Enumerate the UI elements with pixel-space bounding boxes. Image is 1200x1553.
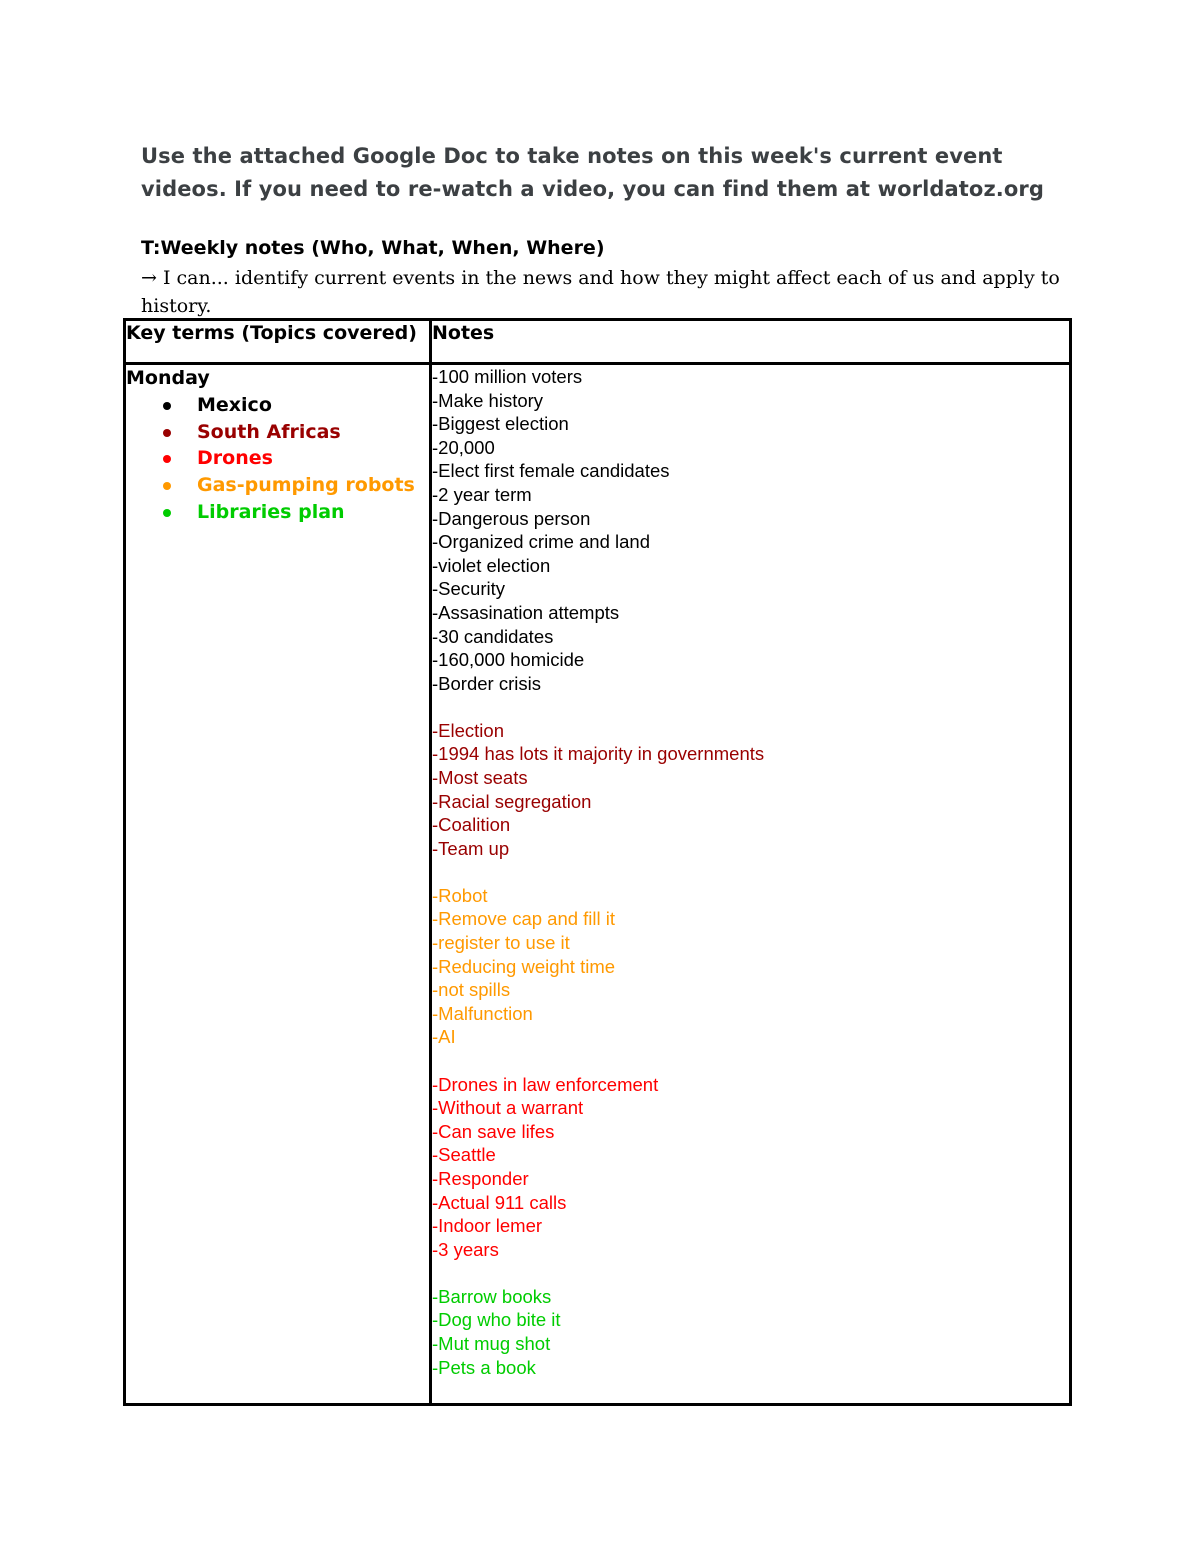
note-line: -Reducing weight time — [432, 955, 616, 977]
note-line: -Pets a book — [432, 1356, 536, 1378]
note-line: -Elect first female candidates — [432, 460, 670, 482]
note-line: -Border crisis — [432, 672, 541, 694]
note-line: -Actual 911 calls — [432, 1191, 567, 1213]
note-line: -not spills — [432, 979, 511, 1001]
intro-instructions: Use the attached Google Doc to take notes on this week's current event videos. If you need to re-watch a video, you can find them at worldatoz.org — [141, 144, 1044, 201]
topic-label: Drones — [197, 447, 273, 470]
topic-item — [163, 499, 429, 526]
weekly-notes-heading: T:Weekly notes (Who, What, When, Where) — [141, 237, 605, 259]
notes-table — [123, 318, 1072, 1406]
note-line: -Without a warrant — [432, 1097, 584, 1119]
note-line: -3 years — [432, 1238, 499, 1260]
note-group — [432, 1285, 1069, 1379]
topic-item — [163, 472, 429, 499]
note-group — [432, 884, 1069, 1049]
note-line: -Most seats — [432, 767, 528, 788]
key-terms-cell — [125, 364, 431, 1405]
note-line: -Barrow books — [432, 1285, 552, 1307]
topic-label: South Africas — [197, 420, 341, 443]
note-line: -Make history — [432, 389, 544, 411]
bullet-icon — [163, 509, 171, 517]
note-line: -Responder — [432, 1167, 529, 1189]
note-line: -Indoor lemer — [432, 1215, 543, 1237]
topics-list — [126, 392, 429, 526]
note-line: -register to use it — [432, 932, 570, 954]
topic-label: Libraries plan — [197, 500, 345, 523]
note-line: -Dangerous person — [432, 507, 591, 529]
note-line: -Can save lifes — [432, 1120, 555, 1142]
notes-header-label: Notes — [432, 322, 495, 344]
notes-header — [431, 320, 1071, 364]
note-line: -Dog who bite it — [432, 1309, 561, 1331]
note-line: -Assasination attempts — [432, 601, 620, 623]
note-line: -Security — [432, 578, 505, 600]
note-line: -160,000 homicide — [432, 649, 585, 671]
topic-item — [163, 392, 429, 419]
note-line: -Biggest election — [432, 413, 569, 435]
table-header-row — [125, 320, 1071, 364]
note-line: -violet election — [432, 554, 551, 576]
note-line: -100 million voters — [432, 366, 583, 387]
day-label: Monday — [126, 367, 210, 389]
note-line: -Malfunction — [432, 1002, 533, 1024]
note-line: -Mut mug shot — [432, 1332, 551, 1354]
note-line: -Team up — [432, 837, 510, 859]
bullet-icon — [163, 402, 171, 410]
note-line: -20,000 — [432, 436, 495, 458]
note-group — [432, 719, 1069, 861]
note-group — [432, 1073, 1069, 1262]
table-row — [125, 364, 1071, 1405]
learning-objective: → I can... identify current events in the news and how they might affect each of us and apply to history. — [141, 267, 1060, 317]
notes-cell — [431, 364, 1071, 1405]
note-line: -AI — [432, 1026, 456, 1048]
bullet-icon — [163, 482, 171, 490]
note-line: -Coalition — [432, 814, 511, 836]
bullet-icon — [163, 429, 171, 437]
note-line: -Seattle — [432, 1144, 496, 1166]
note-line: -Remove cap and fill it — [432, 908, 616, 930]
note-line: -Robot — [432, 884, 488, 906]
note-line: -1994 has lots it majority in governments — [432, 743, 765, 765]
bullet-icon — [163, 455, 171, 463]
topic-item — [163, 445, 429, 472]
note-line: -Organized crime and land — [432, 531, 650, 553]
note-line: -Election — [432, 719, 504, 741]
topic-label: Mexico — [197, 394, 272, 416]
note-line: -Racial segregation — [432, 790, 592, 812]
key-terms-header — [125, 320, 431, 364]
note-line: -2 year term — [432, 483, 532, 505]
key-terms-header-label: Key terms (Topics covered) — [126, 322, 417, 344]
note-line: -Drones in law enforcement — [432, 1073, 659, 1095]
topic-item — [163, 419, 429, 446]
note-line: -30 candidates — [432, 625, 554, 647]
note-group — [432, 365, 1069, 695]
topic-label: Gas-pumping robots — [197, 474, 415, 497]
